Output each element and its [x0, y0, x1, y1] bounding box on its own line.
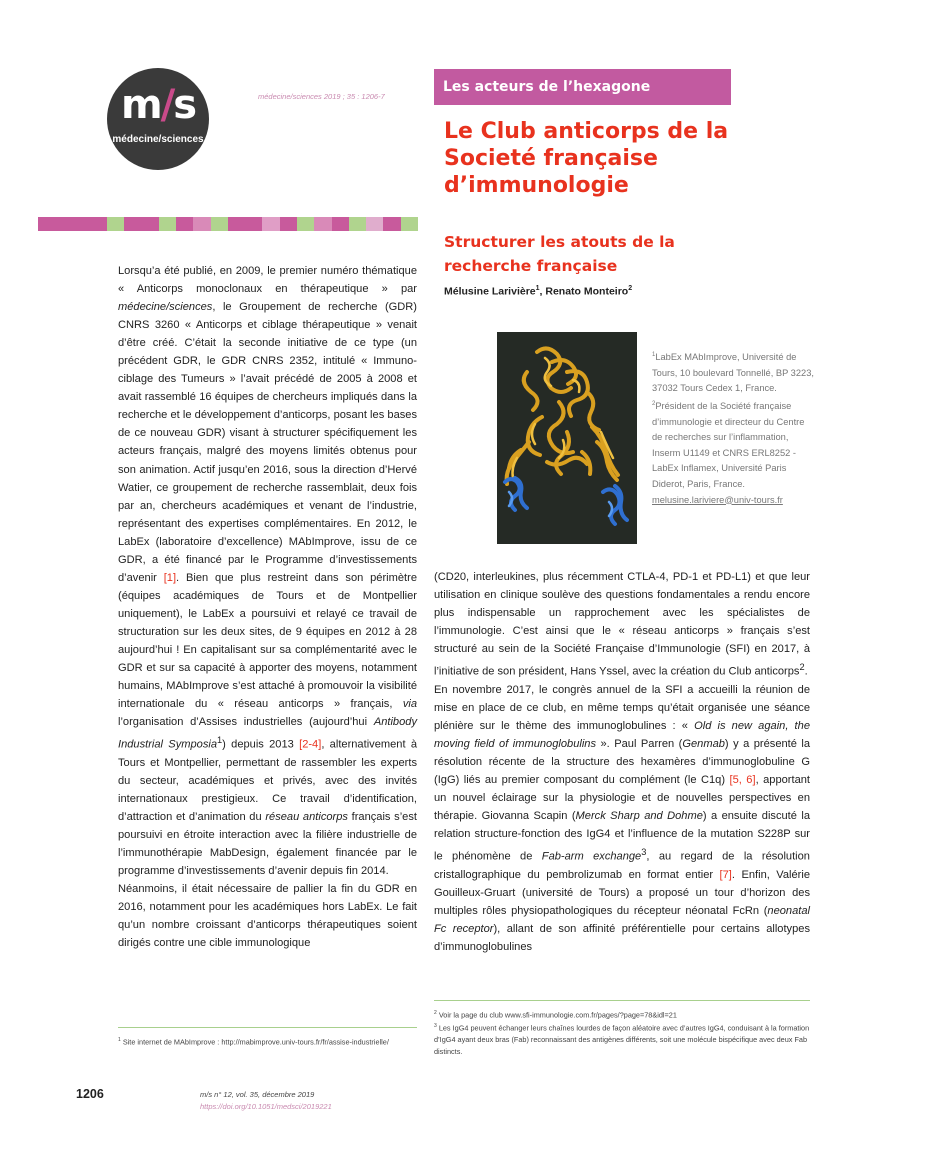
- affiliation-1: $^1$LabEx MAbImprove, Université de Tours, 10 boulevard Tonnellé, BP 3223, 37032 Tours Cedex 1, France.: [652, 352, 814, 394]
- band-segment: [124, 217, 141, 231]
- band-segment: [90, 217, 107, 231]
- band-segment: [142, 217, 159, 231]
- band-segment: [228, 217, 245, 231]
- affiliations: [652, 348, 817, 508]
- band-segment: [314, 217, 331, 231]
- article-title: Le Club anticorps de la Societé française d’immunologie: [444, 119, 729, 198]
- paragraph: Lorsqu’a été publié, en 2009, le premier numéro thématique « Anticorps monoclonaux en thérapeutique » par médecine/sciences, le Groupement de recherche (GDR) CNRS 3260 « Anticorps et ciblage thérapeutique » venait d’être créé. C’était la seconde initiative de ce type (un précédent GDR, le GDR CNRS 2352, intitulé « Immuno-ciblage des Tumeurs » l’avait précédé de 2005 à 2008 et avait rassemblé 16 équipes de chercheurs impliqués dans la recherche et le développement d’anticorps, posant les bases de ce nouveau GDR) visant à structurer spécifiquement les acteurs français, malgré des moyens limités obtenus pour son animation. Actif jusqu’en 2016, sous la direction d’Hervé Watier, ce groupement de recherche rassemblait, deux fois par an, chercheurs académiques et venant de l’industrie, représentant des expertises complémentaires. En 2012, le LabEx (laboratoire d’excellence) MAbImprove, issu de ce GDR, a été financé par le Programme d’investissements d’avenir [1]. Bien que plus restreint dans son périmètre (équipes académiques de Tours et de Montpellier uniquement), le LabEx a poursuivi et relayé ce travail de structuration sur les deux sites, de 9 équipes en 2012 à 28 aujourd’hui ! En capitalisant sur sa complémentarité avec le GDR et sur sa capacité à apporter des moyens, notamment humains, MAbImprove s’est attaché à promouvoir la visibilité internationale du « réseau anticorps » français, via l’organisation d’Assises industrielles (aujourd’hui Antibody Industrial Symposia$^1$) depuis 2013 [2-4], alternativement à Tours et Montpellier, permettant de rassembler les experts du secteur, académiques et privés, avec des invités internationaux prestigieux. Ce travail d’identification, d’attraction et d’animation du réseau anticorps français s’est poursuivi en étroite interaction avec la filière industrielle de l’immunothérapie MabDesign, également financée par le programme d’investissements d’avenir depuis fin 2014.: [118, 265, 417, 878]
- affiliation-2: $^2$Président de la Société française d’immunologie et directeur du Centre de recherches sur l’inflammation, Inserm U1149 et CNRS ERL8252 - LabEx Inflamex, Université Paris Diderot, Paris, France.: [652, 400, 805, 489]
- body-column-left: [118, 262, 417, 952]
- page-number: 1206: [76, 1087, 104, 1101]
- footnote-divider: [434, 1000, 810, 1001]
- band-segment: [245, 217, 262, 231]
- footnote-2: $^2$ Voir la page du club www.sfi-immunologie.com.fr/pages/?page=78&idl=21: [434, 1010, 677, 1020]
- footnote-3: $^3$ Les IgG4 peuvent échanger leurs chaînes lourdes de façon aléatoire avec d’autres IgG4, conduisant à la formation d’IgG4 ayant deux bras (Fab) reconnaissant des antigènes différents, soit une molécule bispécifique avec deux Fab distincts.: [434, 1023, 810, 1057]
- color-band: [38, 217, 418, 231]
- band-segment: [366, 217, 383, 231]
- journal-logo: [107, 68, 209, 170]
- article-subtitle: Structurer les atouts de la recherche française: [444, 233, 675, 275]
- band-segment: [73, 217, 90, 231]
- paragraph: (CD20, interleukines, plus récemment CTLA-4, PD-1 et PD-L1) et que leur utilisation en clinique soulève des questions fondamentales a rendu encore plus indispensable un rapprochement avec les spécialistes de l’immunologie. C’est ainsi que le « réseau anticorps » français s’est structuré au sein de la Société Française d’Immunologie (SFI) en 2017, à l’initiative de son président, Hans Yssel, avec la création du Club anticorps$^2$.: [434, 571, 810, 678]
- footnote-divider: [118, 1027, 417, 1028]
- journal-citation: médecine/sciences 2019 ; 35 : 1206-7: [258, 92, 385, 101]
- band-segment: [38, 217, 55, 231]
- doi-link[interactable]: https://doi.org/10.1051/medsci/2019221: [200, 1102, 332, 1111]
- paragraph: Néanmoins, il était nécessaire de pallier la fin du GDR en 2016, notamment pour les académiques hors LabEx. Le fait qu’un nombre croissant d’anticorps thérapeutiques soient dirigés contre une cible immunologique: [118, 883, 417, 950]
- band-segment: [297, 217, 314, 231]
- author-name: Mélusine Larivière: [444, 285, 536, 298]
- band-segment: [55, 217, 72, 231]
- band-segment: [383, 217, 400, 231]
- band-segment: [349, 217, 366, 231]
- reference-link[interactable]: [5, 6]: [729, 774, 756, 787]
- author-email-link[interactable]: melusine.lariviere@univ-tours.fr: [652, 494, 783, 505]
- band-segment: [193, 217, 210, 231]
- band-segment: [107, 217, 124, 231]
- reference-link[interactable]: [7]: [719, 869, 732, 882]
- band-segment: [262, 217, 279, 231]
- band-segment: [280, 217, 297, 231]
- reference-link[interactable]: [1]: [163, 571, 177, 584]
- band-segment: [211, 217, 228, 231]
- paragraph: En novembre 2017, le congrès annuel de la SFI a accueilli la réunion de mise en place de ce club, en même temps qu’était organisée une séance plénière sur le thème des immunoglobulines : « Old is new again, the moving field of immunoglobulins ». Paul Parren (Genmab) y a présenté la résolution récente de la structure des hexamères d’immunoglobuline G (IgG) liés au premier composant du complément (le C1q) [5, 6], apportant un nouvel éclairage sur la physiologie et de nouvelles perspectives en thérapie. Giovanna Scapin (Merck Sharp and Dohme) a ensuite discuté la relation structure-fonction des IgG4 et l’influence de la mutation S228P sur le phénomène de Fab-arm exchange$^3$, au regard de la résolution cristallographique du pembrolizumab en format entier [7]. Enfin, Valérie Gouilleux-Gruart (université de Tours) a proposé un tour d’horizon des multiples rôles physiopathologiques du récepteur néonatal FcRn (neonatal Fc receptor), allant de son affinité préférentielle pour certains allotypes d’immunoglobulines: [434, 683, 811, 954]
- body-column-right: [434, 568, 810, 956]
- reference-link[interactable]: [2-4]: [299, 738, 322, 751]
- band-segment: [159, 217, 176, 231]
- band-segment: [332, 217, 349, 231]
- logo-mark: m/s: [120, 82, 196, 128]
- author-name: Renato Monteiro: [545, 285, 629, 298]
- section-banner: Les acteurs de l’hexagone: [434, 69, 731, 105]
- authors: Mélusine Larivière$^1$, Renato Monteiro$^2$: [444, 285, 633, 298]
- journal-issue: m/s n° 12, vol. 35, décembre 2019: [200, 1090, 315, 1099]
- footnote-1: $^1$ Site internet de MAbImprove : http://mabimprove.univ-tours.fr/fr/assise-industrielle/: [118, 1037, 389, 1047]
- antibody-structure-image: [497, 332, 637, 544]
- band-segment: [176, 217, 193, 231]
- logo-subtitle: médecine/sciences: [112, 134, 204, 145]
- band-segment: [401, 217, 418, 231]
